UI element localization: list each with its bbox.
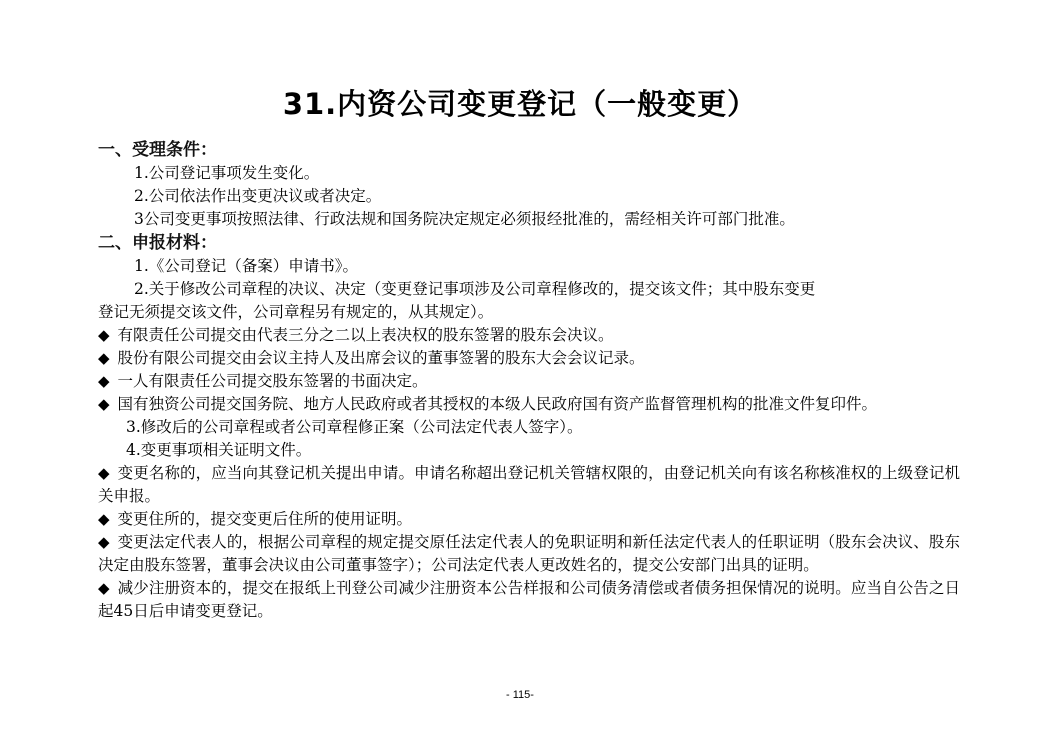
section-heading-conditions: 一、受理条件： xyxy=(98,140,217,160)
list-item xyxy=(98,577,960,623)
material-item-1: 1.《公司登记（备案）申请书》。 xyxy=(134,257,359,275)
list-item xyxy=(98,393,960,416)
document-body xyxy=(98,138,960,623)
list-item xyxy=(98,347,960,370)
diamond-bullet-icon: ◆ xyxy=(98,372,110,390)
page-number: - 115- xyxy=(506,689,534,701)
bullet-text: 国有独资公司提交国务院、地方人民政府或者其授权的本级人民政府国有资产监督管理机构的批准文件复印件。 xyxy=(117,395,878,413)
list-item xyxy=(98,508,960,531)
page-title: 31.内资公司变更登记（一般变更） xyxy=(282,87,758,121)
material-item-4: 4.变更事项相关证明文件。 xyxy=(126,441,312,459)
diamond-bullet-icon: ◆ xyxy=(98,464,110,482)
list-item xyxy=(98,370,960,393)
bullet-text: 减少注册资本的，提交在报纸上刊登公司减少注册资本公告样报和公司债务清偿或者债务担保情况的说明。应当自公告之日起45日后申请变更登记。 xyxy=(98,579,960,620)
bullet-text: 一人有限责任公司提交股东签署的书面决定。 xyxy=(117,372,428,390)
bullet-text: 变更住所的，提交变更后住所的使用证明。 xyxy=(117,510,413,528)
diamond-bullet-icon: ◆ xyxy=(98,395,110,413)
diamond-bullet-icon: ◆ xyxy=(98,579,110,597)
list-item xyxy=(98,531,960,577)
list-item xyxy=(98,462,960,508)
diamond-bullet-icon: ◆ xyxy=(98,326,110,344)
material-item-2-line-2: 登记无须提交该文件，公司章程另有规定的，从其规定）。 xyxy=(98,303,494,321)
condition-item-3: 3公司变更事项按照法律、行政法规和国务院决定规定必须报经批准的，需经相关许可部门批准。 xyxy=(134,210,795,228)
diamond-bullet-icon: ◆ xyxy=(98,510,110,528)
condition-item-2: 2.公司依法作出变更决议或者决定。 xyxy=(134,187,382,205)
material-item-3: 3.修改后的公司章程或者公司章程修正案（公司法定代表人签字）。 xyxy=(126,418,583,436)
diamond-bullet-icon: ◆ xyxy=(98,533,110,551)
diamond-bullet-icon: ◆ xyxy=(98,349,110,367)
section-heading-materials: 二、申报材料： xyxy=(98,233,217,253)
bullet-text: 股份有限公司提交由会议主持人及出席会议的董事签署的股东大会会议记录。 xyxy=(117,349,645,367)
bullet-text: 有限责任公司提交由代表三分之二以上表决权的股东签署的股东会决议。 xyxy=(117,326,614,344)
bullet-text: 变更法定代表人的，根据公司章程的规定提交原任法定代表人的免职证明和新任法定代表人的任职证明（股东会决议、股东决定由股东签署，董事会决议由公司董事签字）；公司法定代表人更改姓名的，提交公安部门出具的证明。 xyxy=(98,533,960,574)
list-item xyxy=(98,324,960,347)
condition-item-1: 1.公司登记事项发生变化。 xyxy=(134,164,320,182)
material-item-2-line-1: 2.关于修改公司章程的决议、决定（变更登记事项涉及公司章程修改的，提交该文件；其中股东变更 xyxy=(134,280,816,298)
bullet-text: 变更名称的，应当向其登记机关提出申请。申请名称超出登记机关管辖权限的，由登记机关向有该名称核准权的上级登记机关申报。 xyxy=(98,464,960,505)
